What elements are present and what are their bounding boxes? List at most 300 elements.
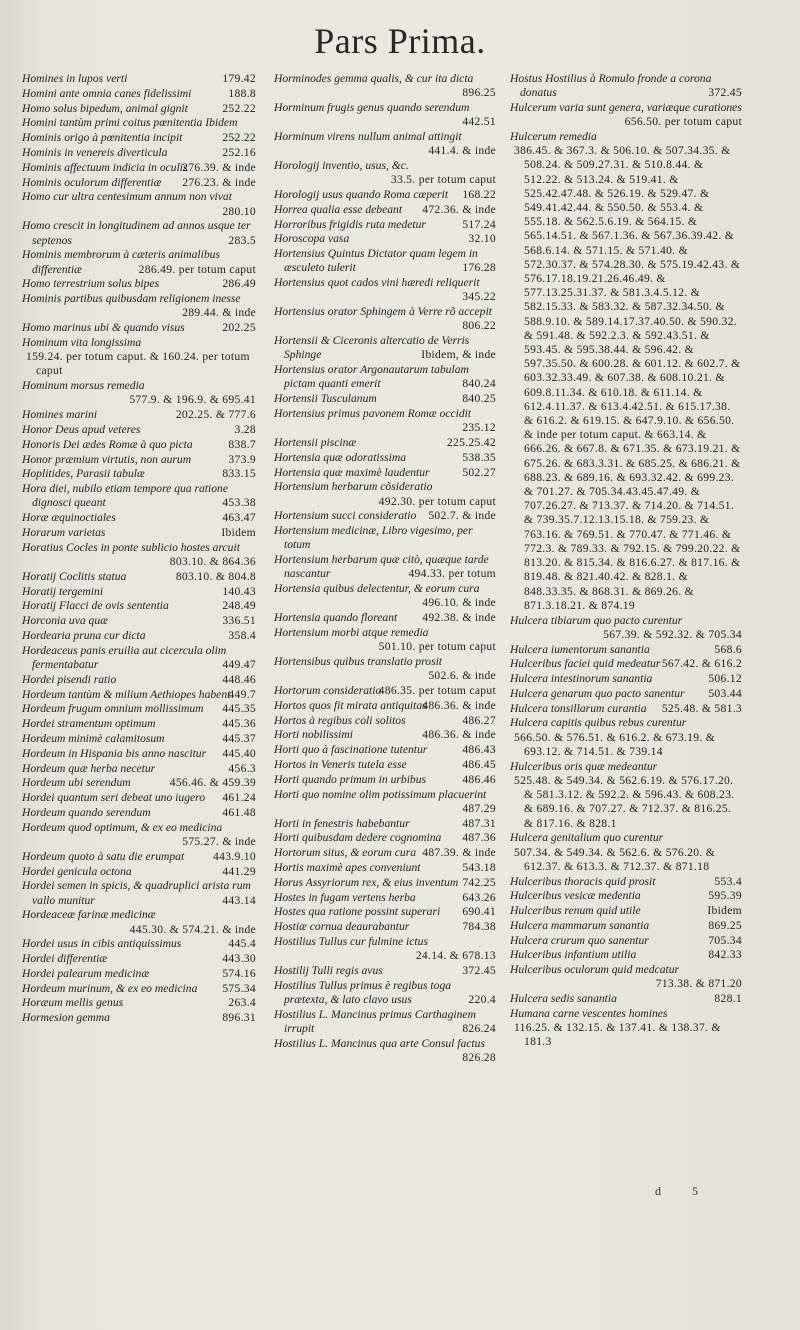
entry-page-reference: 252.22 — [222, 101, 256, 115]
entry-heading: Hostilius Tullus primus è regibus toga prætexta, & lato clavo usus — [274, 978, 452, 1006]
entry-heading: Hordeum quæ herba necetur — [22, 761, 156, 775]
entry-heading: Hulcera sedis sanantia — [510, 992, 617, 1006]
entry-heading: Hordei differentiæ — [22, 952, 108, 966]
index-entry — [274, 743, 496, 757]
entry-heading: Hostus Hostilius à Romulo fronde a corona donatus — [510, 72, 712, 100]
index-entry — [22, 467, 256, 481]
entry-heading: Horti quando primum in urbibus — [274, 772, 427, 786]
entry-heading: Hulceribus renum quid utile — [510, 904, 641, 918]
entry-page-reference: 445.40 — [222, 746, 256, 760]
index-entry — [274, 655, 496, 683]
entry-heading: Hulceribus oculorum quid medcatur — [510, 963, 680, 977]
entry-heading: Hominis partibus quibusdam religionem inesse — [22, 292, 241, 306]
index-entry — [22, 967, 256, 981]
entry-page-reference: 276.23. & inde — [182, 175, 256, 189]
entry-heading: Hortensius quot cados vini hæredi reliquerit — [274, 276, 480, 290]
entry-page-reference: 575.27. & inde — [182, 834, 256, 848]
index-entry — [22, 1011, 256, 1025]
entry-heading: Hostilius L. Mancinus qua arte Consul factus — [274, 1036, 485, 1050]
entry-page-reference: 202.25 — [222, 321, 256, 335]
entry-heading: Hortos in Veneris tutela esse — [274, 757, 407, 771]
entry-heading: Hulcerum remedia — [510, 130, 597, 143]
entry-heading: Hortensius primus pavonem Romæ occidit — [274, 406, 472, 420]
entry-page-reference: 445.30. & 574.21. & inde — [129, 922, 256, 936]
index-entry — [22, 747, 256, 761]
entry-heading: Homo crescit in longitudinem ad annos usque ter septenos — [22, 219, 251, 247]
entry-heading: Hordei stramentum optimum — [22, 717, 156, 731]
entry-page-reference: 833.15 — [222, 467, 256, 481]
entry-heading: Hordeum quod optimum, & ex eo medicina — [22, 820, 223, 834]
entry-heading: Horminum virens nullum animal attingit — [274, 130, 462, 143]
entry-heading: Humana carne vescentes homines — [510, 1007, 668, 1021]
index-entry — [22, 865, 256, 879]
index-entry — [22, 791, 256, 805]
index-entry — [510, 72, 742, 100]
entry-heading: Hortensii & Ciceronis altercatio de Verris Sphinge — [274, 334, 470, 362]
entry-page-reference: 869.25 — [708, 918, 742, 932]
index-entry — [22, 336, 256, 379]
index-entry — [22, 821, 256, 849]
entry-page-reference: 496.10. & inde — [422, 596, 496, 610]
entry-page-reference: 286.49. per totum caput — [138, 262, 256, 276]
index-entry — [22, 541, 256, 569]
index-entry — [274, 436, 496, 450]
entry-heading: Horminum frugis genus quando serendum — [274, 101, 470, 114]
index-entry — [274, 1008, 496, 1036]
entry-heading: Hortensium medicinæ, Libro vigesimo, per totum — [274, 524, 473, 552]
entry-heading: Hortensium herbarum quæ citò, quæque tarde nascantur — [274, 553, 489, 581]
entry-heading: Horoscopa vasa — [274, 232, 350, 246]
entry-page-reference: 705.34 — [708, 933, 742, 947]
entry-page-reference: 538.35 — [462, 450, 496, 464]
entry-page-reference: 441.29 — [222, 864, 256, 878]
entry-page-reference: 252.16 — [222, 145, 256, 159]
entry-page-reference: 168.22 — [462, 188, 496, 201]
entry-page-reference: 225.25.42 — [446, 435, 496, 449]
entry-heading: Hordeum murinum, & ex eo medicina — [22, 981, 198, 995]
index-entry — [274, 846, 496, 860]
entry-heading: Homines marini — [22, 408, 98, 422]
entry-page-reference: 803.10. & 804.8 — [175, 569, 256, 583]
entry-heading: Hoplitides, Parasii tabulæ — [22, 467, 145, 481]
entry-page-reference: 487.36 — [462, 831, 496, 845]
entry-heading: Hordeaceæ farinæ medicinæ — [22, 908, 156, 922]
entry-heading: Hortensia quibus delectentur, & eorum cura — [274, 582, 480, 596]
entry-page-reference: 116.25. & 132.15. & 137.41. & 138.37. & 181.3 — [514, 1021, 721, 1049]
entry-page-reference: 784.38 — [462, 920, 496, 934]
index-entry — [22, 72, 256, 86]
index-entry — [22, 599, 256, 613]
entry-heading: Hortensium herbarum cõsideratio — [274, 480, 433, 494]
entry-heading: Hostilius L. Mancinus primus Carthaginem irrupit — [274, 1007, 476, 1035]
entry-page-reference: 842.33 — [708, 948, 742, 962]
entry-page-reference: 263.4 — [228, 996, 256, 1010]
entry-page-reference: 840.24 — [462, 377, 496, 391]
entry-page-reference: 486.36. & inde — [422, 698, 496, 712]
entry-page-reference: 543.18 — [462, 860, 496, 874]
entry-heading: Hulcera crurum quo sanentur — [510, 933, 649, 947]
index-entry — [510, 992, 742, 1006]
entry-heading: Hortensii piscinæ — [274, 435, 357, 449]
entry-page-reference: 486.27 — [462, 713, 496, 727]
entry-page-reference: 372.45 — [708, 86, 742, 100]
entry-page-reference: 595.39 — [708, 889, 742, 903]
entry-heading: Hulceribus faciei quid medeatur — [510, 657, 661, 671]
index-entry — [22, 526, 256, 540]
index-entry — [274, 714, 496, 728]
entry-heading: Hordearia pruna cur dicta — [22, 628, 146, 642]
entry-page-reference: 486.45 — [462, 757, 496, 771]
entry-page-reference: 826.28 — [462, 1050, 496, 1064]
index-entry — [274, 480, 496, 508]
entry-page-reference: 443.9.10 — [213, 849, 256, 863]
entry-heading: Hulceribus infantium utilia — [510, 948, 637, 962]
index-entry — [22, 408, 256, 422]
index-entry — [22, 776, 256, 790]
index-entry — [510, 643, 742, 657]
index-entry — [22, 248, 256, 276]
entry-page-reference: 643.26 — [462, 890, 496, 904]
index-entry — [274, 553, 496, 581]
entry-page-reference: 461.48 — [222, 805, 256, 819]
entry-heading: Hortensius Quintus Dictator quam legem in æsculeto tulerit — [274, 247, 478, 275]
entry-page-reference: 575.34 — [222, 981, 256, 995]
entry-heading: Hostes qua ratione possint superari — [274, 905, 441, 919]
entry-heading: Horæ æquinoctiales — [22, 511, 116, 525]
entry-heading: Hulcera mammarum sanantia — [510, 918, 650, 932]
index-entry — [274, 876, 496, 890]
entry-heading: Hordeum in Hispania bis anno nascitur — [22, 746, 207, 760]
index-entry — [510, 101, 742, 129]
entry-page-reference: 567.42. & 616.2 — [661, 657, 742, 671]
entry-heading: Hominis origo à pœnitentia incipit — [22, 131, 183, 145]
entry-heading: Hominum morsus remedia — [22, 379, 145, 393]
entry-page-reference: 486.35. per totum caput — [378, 683, 496, 697]
entry-heading: Horatius Cocles in ponte sublicio hostes arcuit — [22, 540, 240, 554]
page-title: Pars Prima. — [314, 21, 486, 61]
entry-page-reference: 448.46 — [222, 672, 256, 686]
index-entry — [274, 582, 496, 610]
index-entry — [274, 232, 496, 246]
entry-page-reference: 828.1 — [714, 992, 742, 1006]
entry-page-reference: 372.45 — [462, 963, 496, 977]
index-entry — [274, 861, 496, 875]
entry-page-reference: 487.29 — [462, 801, 496, 815]
entry-page-reference: 486.36. & inde — [422, 728, 496, 742]
index-entry — [510, 963, 742, 991]
index-entry — [274, 788, 496, 816]
index-entry — [510, 657, 742, 671]
entry-page-reference: 445.37 — [222, 731, 256, 745]
entry-heading: Hormesion gemma — [22, 1011, 110, 1025]
index-entry — [22, 321, 256, 335]
index-entry — [22, 952, 256, 966]
entry-heading: Horti nobilissimi — [274, 728, 353, 742]
index-entry — [22, 614, 256, 628]
entry-heading: Horroribus frigidis ruta medetur — [274, 217, 426, 231]
index-entry — [22, 570, 256, 584]
index-entry — [22, 762, 256, 776]
index-entry — [22, 131, 256, 145]
entry-page-reference: 289.44. & inde — [182, 306, 256, 320]
entry-heading: Homo cur ultra centesimum annum non vivat — [22, 190, 232, 204]
entry-page-reference: 896.31 — [222, 1011, 256, 1025]
index-entry — [274, 101, 496, 129]
index-entry — [274, 247, 496, 275]
index-entry — [510, 716, 742, 759]
entry-heading: Hulcera iumentorum sanantia — [510, 642, 650, 656]
index-entry — [510, 919, 742, 933]
entry-page-reference: 445.36 — [222, 717, 256, 731]
entry-page-reference: 502.6. & inde — [428, 669, 496, 683]
index-entry — [22, 438, 256, 452]
entry-page-reference: 492.38. & inde — [422, 611, 496, 625]
entry-heading: Hortensius orator Argonautarum tabulam pictam quanti emerit — [274, 363, 469, 391]
entry-page-reference: Ibidem — [707, 904, 742, 918]
index-entry — [274, 188, 496, 202]
entry-page-reference: 487.31 — [462, 816, 496, 830]
index-entry — [274, 203, 496, 217]
index-entry — [274, 363, 496, 391]
entry-heading: Horrea qualia esse debeant — [274, 202, 403, 216]
entry-heading: Horus Assyriorum rex, & eius inventum — [274, 875, 459, 889]
entry-page-reference: 248.49 — [222, 599, 256, 613]
index-entry — [22, 850, 256, 864]
index-entry — [274, 72, 496, 100]
entry-heading: Honor Deus apud veteres — [22, 422, 141, 436]
index-entry — [274, 159, 496, 187]
entry-heading: Hordei pisendi ratio — [22, 672, 117, 686]
entry-heading: Hostes in fugam vertens herba — [274, 890, 416, 904]
entry-heading: Hordeaceus panis eruilia aut cicercula olim fermentabatur — [22, 643, 227, 671]
entry-heading: Hordei genicula octona — [22, 864, 132, 878]
entry-heading: Hordeum minimè calamitosum — [22, 731, 165, 745]
entry-page-reference: 188.8 — [228, 86, 256, 100]
entry-page-reference: 252.22 — [222, 131, 256, 145]
entry-heading: Hortensii Tusculanum — [274, 392, 377, 406]
entry-heading: Hostilij Tulli regis avus — [274, 963, 383, 977]
index-entry — [22, 908, 256, 936]
entry-heading: Hulcera intestinorum sanantia — [510, 672, 653, 686]
index-entry — [274, 626, 496, 654]
entry-heading: Hortorum consideratio — [274, 683, 382, 697]
index-entry — [274, 920, 496, 934]
entry-heading: Hortensia quando floreant — [274, 611, 398, 625]
entry-heading: Hordei usus in cibis antiquissimus — [22, 937, 182, 951]
entry-heading: Horti quo nomine olim potissimum placuerint — [274, 787, 487, 801]
entry-heading: Hortensia quæ maximè laudentur — [274, 465, 430, 479]
index-entry — [274, 407, 496, 435]
entry-page-reference: 502.27 — [462, 465, 496, 479]
entry-page-reference: 507.34. & 549.34. & 562.6. & 576.20. & 612.37. & 613.3. & 712.37. & 871.18 — [514, 845, 716, 873]
index-entry — [274, 905, 496, 919]
entry-heading: Homo terrestrium solus bipes — [22, 277, 160, 291]
entry-page-reference: 358.4 — [228, 628, 256, 642]
index-entry — [274, 773, 496, 787]
entry-heading: Hordei palearum medicinæ — [22, 966, 150, 980]
index-entry — [22, 629, 256, 643]
entry-heading: Hulcera capitis quibus rebus curentur — [510, 716, 687, 730]
index-entry — [274, 392, 496, 406]
entry-page-reference: 896.25 — [462, 86, 496, 100]
index-entry — [22, 176, 256, 190]
index-entry — [274, 466, 496, 480]
index-entry — [274, 334, 496, 362]
entry-heading: Horatij Flacci de ovis sententia — [22, 599, 169, 613]
index-entry — [510, 760, 742, 831]
entry-heading: Hostiæ cornua deaurabantur — [274, 920, 410, 934]
index-entry — [510, 672, 742, 686]
index-entry — [274, 817, 496, 831]
index-entry — [22, 190, 256, 218]
index-entry — [274, 305, 496, 333]
signature-mark: d 5 — [655, 1184, 712, 1198]
entry-heading: Hulcera tonsillarum curantia — [510, 701, 647, 715]
index-entry — [22, 146, 256, 160]
index-entry — [274, 699, 496, 713]
entry-page-reference: 656.50. per totum caput — [624, 115, 742, 129]
entry-heading: Hordeum ubi serendum — [22, 776, 131, 790]
index-entry — [510, 831, 742, 874]
entry-page-reference: 492.30. per totum caput — [378, 494, 496, 508]
entry-page-reference: 24.14. & 678.13 — [415, 949, 496, 963]
entry-heading: Honor præmium virtutis, non aurum — [22, 452, 192, 466]
entry-heading: Hostilius Tullus cur fulmine ictus — [274, 934, 428, 948]
index-entry — [510, 687, 742, 701]
entry-page-reference: 486.43 — [462, 743, 496, 757]
entry-heading: Hulceribus vesicæ medentia — [510, 889, 641, 903]
entry-page-reference: 445.4 — [228, 937, 256, 951]
index-entry — [22, 996, 256, 1010]
index-entry — [22, 482, 256, 510]
entry-heading: Hominis affectuum indicia in oculis — [22, 160, 188, 174]
entry-page-reference: 286.49 — [222, 277, 256, 291]
entry-heading: Hortensium morbi atque remedia — [274, 625, 429, 639]
entry-heading: Hulcera tibiarum quo pacto curentur — [510, 613, 683, 627]
index-entry — [22, 453, 256, 467]
index-entry — [22, 806, 256, 820]
entry-page-reference: 235.12 — [462, 421, 496, 435]
index-entry — [274, 276, 496, 304]
index-entry — [22, 116, 256, 130]
entry-page-reference: Ibidem, & inde — [421, 348, 496, 362]
index-entry — [22, 673, 256, 687]
entry-heading: Hortensia quæ odoratissima — [274, 450, 407, 464]
entry-page-reference: 442.51 — [462, 115, 496, 129]
entry-page-reference: 472.36. & inde — [422, 202, 496, 216]
entry-heading: Hulceribus thoracis quid prosit — [510, 874, 656, 888]
entry-heading: Hordeum frugum omnium mollissimum — [22, 702, 204, 716]
index-entry — [22, 511, 256, 525]
index-entry — [22, 219, 256, 247]
entry-heading: Hominis oculorum differentiæ — [22, 175, 162, 189]
entry-page-reference: 441.4. & inde — [428, 144, 496, 158]
entry-heading: Homo marinus ubi & quando visus — [22, 321, 185, 335]
entry-heading: Horæum mellis genus — [22, 996, 124, 1010]
entry-heading: Horconia uva quæ — [22, 614, 108, 628]
entry-heading: Hulcerum varia sunt genera, variæque curationes — [510, 101, 742, 114]
entry-heading: Hortos à regibus coli solitos — [274, 713, 406, 727]
entry-page-reference: 3.28 — [234, 422, 256, 436]
index-entry — [510, 614, 742, 642]
entry-page-reference: 463.47 — [222, 511, 256, 525]
entry-heading: Hominis in venereis diverticula — [22, 145, 168, 159]
entry-page-reference: 713.38. & 871.20 — [655, 977, 742, 991]
index-entry — [22, 937, 256, 951]
entry-page-reference: 445.35 — [222, 702, 256, 716]
entry-page-reference: 386.45. & 367.3. & 506.10. & 507.34.35. & 508.24. & 509.27.31. & 510.8.44. & 512.22. & 513.24. & 519.41. & 525.42.47.48. & 526.19. & 529.47. & 549.41.42.44. & 550.50. & 553.4. & 555.18. & 562.5.6.19. & 564.15. & 565.14.51. & 567.1.36. & 567.36.39.42. & 568.6.14. & 571.15. & 571.40. & 572.30.37. & 574.28.30. & 575.19.42.43. & 576.17.18.19.21.26.46.49. & 577.13.25.31.37. & 581.3.4.5.12. & 582.15.33. & 583.32. & 587.32.34.50. & 588.9.10. & 589.14.17.37.40.50. & 590.32. & 591.48. & 592.2.3. & 592.43.51. & 593.45. & 595.38.44. & 596.42. & 597.35.50. & 600.28. & 601.12. & 602.7. & 603.32.33.49. & 607.38. & 608.10.21. & 609.8.11.34. & 610.18. & 611.14. & 612.4.11.37. & 613.4.42.51. & 615.17.38. & 616.2. & 619.15. & 647.9.10. & 656.50. & inde per totum caput. & 663.14. & 666.26. & 667.8. & 671.35. & 673.19.21. & 675.26. & 683.3.31. & 685.25. & 686.21. & 688.23. & 689.16. & 693.32.42. & 699.23. & 701.27. & 705.34.43.45.47.49. & 707.26.27. & 713.37. & 714.20. & 714.51. & 739.35.7.12.13.15.18. & 759.23. & 763.16. & 769.51. & 770.47. & 771.46. & 772.3. & 789.33. & 792.15. & 799.20.22. & 813.20. & 815.34. & 816.6.27. & 817.16. & 819.48. & 821.40.42. & 828.1. & 848.33.35. & 868.31. & 869.26. & 871.3.18.21. & 874.19 — [514, 144, 741, 612]
entry-page-reference: 501.10. per totum caput — [378, 640, 496, 654]
index-entry — [22, 292, 256, 320]
index-entry — [274, 130, 496, 158]
entry-heading: Hordeum quoto à satu die erumpat — [22, 849, 185, 863]
entry-heading: Hortensius orator Sphingem à Verre rõ accepit — [274, 305, 492, 319]
index-column-1 — [22, 72, 256, 1026]
entry-page-reference: 456.46. & 459.39 — [169, 776, 256, 790]
index-entry — [274, 451, 496, 465]
entry-heading: Hulcera genitalium quo curentur — [510, 831, 664, 845]
entry-heading: Horologij inventio, usus, &c. — [274, 159, 409, 172]
entry-heading: Hominis membrorum à cæteris animalibus differentiæ — [22, 248, 220, 276]
index-entry — [22, 161, 256, 175]
index-entry — [22, 644, 256, 672]
entry-heading: Horatij Coclitis statua — [22, 569, 127, 583]
entry-heading: Horti in fenestris habebantur — [274, 816, 410, 830]
entry-heading: Homini tantùm primi coitus pœnitentia Ibidem — [22, 116, 238, 130]
entry-page-reference: 486.46 — [462, 772, 496, 786]
entry-page-reference: 577.9. & 196.9. & 695.41 — [129, 393, 256, 407]
entry-heading: Horologij usus quando Roma cœperit — [274, 188, 449, 201]
entry-heading: Hordei semen in spicis, & quadruplici arista rum vallo munitur — [22, 879, 251, 907]
entry-page-reference: 487.39. & inde — [422, 846, 496, 860]
entry-page-reference: 336.51 — [222, 614, 256, 628]
entry-page-reference: 453.38 — [222, 496, 256, 510]
entry-page-reference: 690.41 — [462, 905, 496, 919]
index-entry — [22, 379, 256, 407]
entry-heading: Hortensium succi consideratio — [274, 509, 417, 523]
entry-heading: Hortensibus quibus translatio prosit — [274, 654, 443, 668]
entry-heading: Horti quibusdam dedere cognomina — [274, 831, 442, 845]
entry-page-reference: 449.7 — [228, 687, 256, 701]
index-entry — [274, 831, 496, 845]
entry-page-reference: 567.39. & 592.32. & 705.34 — [603, 627, 742, 641]
index-entry — [22, 423, 256, 437]
entry-page-reference: 373.9 — [228, 452, 256, 466]
entry-page-reference: 140.43 — [222, 584, 256, 598]
entry-page-reference: 159.24. per totum caput. & 160.24. per totum caput — [26, 350, 250, 378]
index-entry — [274, 758, 496, 772]
entry-page-reference: 202.25. & 777.6 — [175, 408, 256, 422]
index-entry — [274, 684, 496, 698]
index-entry — [510, 934, 742, 948]
index-entry — [22, 688, 256, 702]
entry-page-reference: 461.24 — [222, 791, 256, 805]
index-entry — [274, 509, 496, 523]
entry-page-reference: 506.12 — [708, 672, 742, 686]
index-entry — [22, 879, 256, 907]
entry-page-reference: 32.10 — [468, 232, 496, 246]
entry-heading: Hordeum tantùm & milium Aethiopes habent — [22, 687, 231, 701]
index-entry — [510, 889, 742, 903]
entry-page-reference: 443.14 — [222, 893, 256, 907]
entry-page-reference: 456.3 — [228, 761, 256, 775]
entry-heading: Hortorum situs, & eorum cura — [274, 846, 417, 860]
entry-page-reference: 502.7. & inde — [428, 509, 496, 523]
index-entry — [510, 948, 742, 962]
entry-heading: Horarum varietas — [22, 525, 106, 539]
entry-page-reference: 449.47 — [222, 657, 256, 671]
index-entry — [274, 964, 496, 978]
